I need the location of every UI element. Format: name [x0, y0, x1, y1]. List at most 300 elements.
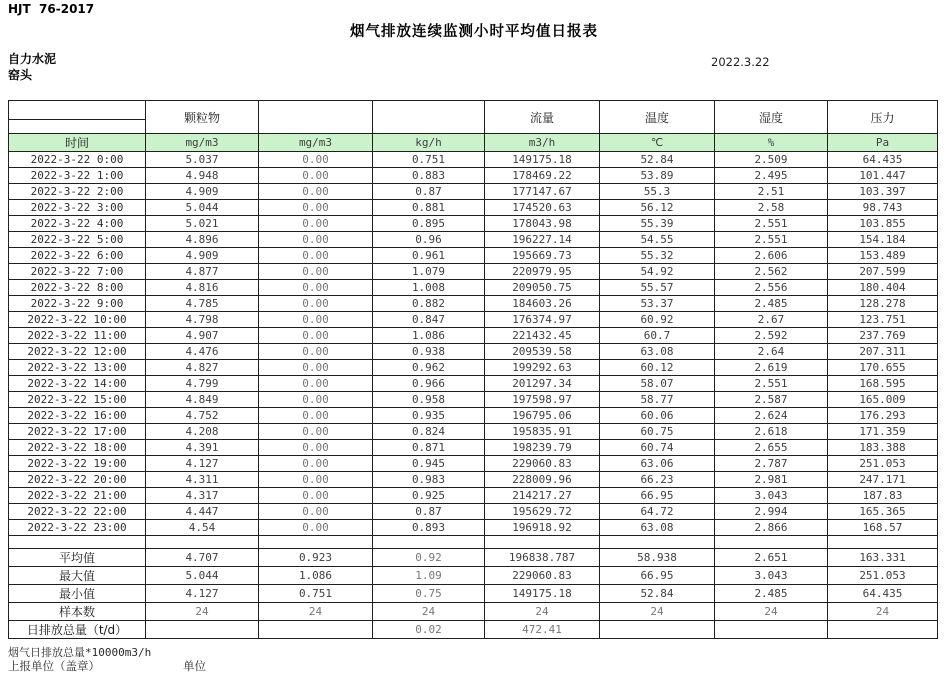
value-cell: 0.983	[373, 472, 485, 488]
time-cell: 2022-3-22 20:00	[9, 472, 146, 488]
value-cell: 54.55	[600, 232, 715, 248]
value-cell: 196918.92	[485, 520, 600, 536]
value-cell: 201297.34	[485, 376, 600, 392]
value-cell: 170.655	[828, 360, 938, 376]
summary-value-cell: 4.707	[146, 549, 259, 567]
value-cell: 251.053	[828, 456, 938, 472]
value-cell: 0.96	[373, 232, 485, 248]
table-row	[9, 312, 938, 328]
value-cell: 0.00	[259, 152, 373, 168]
value-cell: 0.00	[259, 312, 373, 328]
spacer-cell	[259, 536, 373, 549]
value-cell: 0.00	[259, 520, 373, 536]
summary-value-cell	[259, 621, 373, 639]
value-cell: 0.00	[259, 216, 373, 232]
column-header	[373, 101, 485, 134]
value-cell: 53.89	[600, 168, 715, 184]
value-cell: 63.08	[600, 344, 715, 360]
value-cell: 153.489	[828, 248, 938, 264]
spacer-cell	[485, 536, 600, 549]
value-cell: 0.00	[259, 376, 373, 392]
value-cell: 4.799	[146, 376, 259, 392]
value-cell: 5.037	[146, 152, 259, 168]
time-cell: 2022-3-22 2:00	[9, 184, 146, 200]
value-cell: 0.00	[259, 392, 373, 408]
time-cell: 2022-3-22 13:00	[9, 360, 146, 376]
value-cell: 4.391	[146, 440, 259, 456]
table-row	[9, 472, 938, 488]
value-cell: 0.00	[259, 264, 373, 280]
value-cell: 2.981	[715, 472, 828, 488]
value-cell: 180.404	[828, 280, 938, 296]
column-header: 颗粒物	[146, 101, 259, 134]
time-cell: 2022-3-22 15:00	[9, 392, 146, 408]
value-cell: 4.54	[146, 520, 259, 536]
value-cell: 154.184	[828, 232, 938, 248]
table-row	[9, 200, 938, 216]
table-row	[9, 424, 938, 440]
value-cell: 196795.06	[485, 408, 600, 424]
value-cell: 0.945	[373, 456, 485, 472]
value-cell: 55.3	[600, 184, 715, 200]
value-cell: 0.881	[373, 200, 485, 216]
value-cell: 60.92	[600, 312, 715, 328]
value-cell: 196227.14	[485, 232, 600, 248]
value-cell: 55.32	[600, 248, 715, 264]
value-cell: 183.388	[828, 440, 938, 456]
value-cell: 5.044	[146, 200, 259, 216]
value-cell: 64.435	[828, 152, 938, 168]
value-cell: 1.008	[373, 280, 485, 296]
summary-row	[9, 549, 938, 567]
value-cell: 149175.18	[485, 152, 600, 168]
value-cell: 195629.72	[485, 504, 600, 520]
value-cell: 209539.58	[485, 344, 600, 360]
value-cell: 103.397	[828, 184, 938, 200]
time-cell: 2022-3-22 11:00	[9, 328, 146, 344]
summary-value-cell: 24	[485, 603, 600, 621]
value-cell: 0.00	[259, 424, 373, 440]
time-cell: 2022-3-22 22:00	[9, 504, 146, 520]
table-row	[9, 504, 938, 520]
value-cell: 178043.98	[485, 216, 600, 232]
time-column-header: 时间	[9, 134, 146, 152]
value-cell: 66.95	[600, 488, 715, 504]
time-cell: 2022-3-22 4:00	[9, 216, 146, 232]
value-cell: 0.824	[373, 424, 485, 440]
value-cell: 2.562	[715, 264, 828, 280]
summary-value-cell: 24	[600, 603, 715, 621]
summary-value-cell: 5.044	[146, 567, 259, 585]
time-cell: 2022-3-22 8:00	[9, 280, 146, 296]
value-cell: 64.72	[600, 504, 715, 520]
value-cell: 60.7	[600, 328, 715, 344]
value-cell: 0.961	[373, 248, 485, 264]
report-date: 2022.3.22	[711, 55, 770, 69]
time-cell: 2022-3-22 18:00	[9, 440, 146, 456]
table-row	[9, 344, 938, 360]
value-cell: 0.00	[259, 344, 373, 360]
value-cell: 178469.22	[485, 168, 600, 184]
value-cell: 0.00	[259, 360, 373, 376]
column-header	[259, 101, 373, 134]
table-row	[9, 328, 938, 344]
summary-value-cell: 52.84	[600, 585, 715, 603]
value-cell: 195835.91	[485, 424, 600, 440]
summary-row	[9, 567, 938, 585]
time-cell: 2022-3-22 17:00	[9, 424, 146, 440]
column-header: 温度	[600, 101, 715, 134]
summary-value-cell: 0.02	[373, 621, 485, 639]
table-row	[9, 376, 938, 392]
value-cell: 184603.26	[485, 296, 600, 312]
value-cell: 199292.63	[485, 360, 600, 376]
table-row	[9, 360, 938, 376]
time-cell: 2022-3-22 0:00	[9, 152, 146, 168]
report-table	[8, 100, 938, 639]
spacer-cell	[828, 536, 938, 549]
value-cell: 98.743	[828, 200, 938, 216]
value-cell: 55.39	[600, 216, 715, 232]
summary-value-cell: 3.043	[715, 567, 828, 585]
summary-label: 样本数	[9, 603, 146, 621]
value-cell: 0.00	[259, 280, 373, 296]
page-title: 烟气排放连续监测小时平均值日报表	[350, 24, 598, 40]
value-cell: 4.896	[146, 232, 259, 248]
spacer-cell	[373, 536, 485, 549]
value-cell: 4.476	[146, 344, 259, 360]
value-cell: 56.12	[600, 200, 715, 216]
table-body	[9, 152, 938, 639]
spacer-cell	[146, 536, 259, 549]
value-cell: 2.619	[715, 360, 828, 376]
value-cell: 0.00	[259, 440, 373, 456]
summary-value-cell: 58.938	[600, 549, 715, 567]
spacer-row	[9, 536, 938, 549]
table-row	[9, 184, 938, 200]
unit-header: m3/h	[485, 134, 600, 152]
value-cell: 207.599	[828, 264, 938, 280]
time-cell: 2022-3-22 16:00	[9, 408, 146, 424]
table-row	[9, 520, 938, 536]
value-cell: 2.624	[715, 408, 828, 424]
table-row	[9, 280, 938, 296]
time-cell: 2022-3-22 6:00	[9, 248, 146, 264]
summary-row	[9, 621, 938, 639]
value-cell: 0.00	[259, 328, 373, 344]
unit-header: mg/m3	[146, 134, 259, 152]
time-cell: 2022-3-22 12:00	[9, 344, 146, 360]
value-cell: 4.909	[146, 184, 259, 200]
value-cell: 66.23	[600, 472, 715, 488]
time-cell: 2022-3-22 23:00	[9, 520, 146, 536]
value-cell: 177147.67	[485, 184, 600, 200]
spacer-cell	[9, 536, 146, 549]
value-cell: 2.866	[715, 520, 828, 536]
monitor-point-name: 窑头	[8, 68, 33, 82]
value-cell: 60.75	[600, 424, 715, 440]
value-cell: 60.06	[600, 408, 715, 424]
value-cell: 0.00	[259, 200, 373, 216]
value-cell: 60.12	[600, 360, 715, 376]
value-cell: 207.311	[828, 344, 938, 360]
time-cell: 2022-3-22 3:00	[9, 200, 146, 216]
summary-value-cell: 163.331	[828, 549, 938, 567]
table-row	[9, 101, 938, 120]
value-cell: 54.92	[600, 264, 715, 280]
value-cell: 0.871	[373, 440, 485, 456]
value-cell: 209050.75	[485, 280, 600, 296]
spacer-cell	[715, 536, 828, 549]
value-cell: 168.57	[828, 520, 938, 536]
column-header: 流量	[485, 101, 600, 134]
value-cell: 221432.45	[485, 328, 600, 344]
time-cell: 2022-3-22 21:00	[9, 488, 146, 504]
value-cell: 0.893	[373, 520, 485, 536]
unit-header: %	[715, 134, 828, 152]
value-cell: 0.883	[373, 168, 485, 184]
value-cell: 0.751	[373, 152, 485, 168]
value-cell: 174520.63	[485, 200, 600, 216]
value-cell: 0.938	[373, 344, 485, 360]
value-cell: 237.769	[828, 328, 938, 344]
value-cell: 176374.97	[485, 312, 600, 328]
summary-value-cell: 0.751	[259, 585, 373, 603]
summary-row	[9, 603, 938, 621]
value-cell: 2.485	[715, 296, 828, 312]
table-row	[9, 408, 938, 424]
value-cell: 2.787	[715, 456, 828, 472]
value-cell: 0.847	[373, 312, 485, 328]
summary-value-cell: 24	[146, 603, 259, 621]
value-cell: 176.293	[828, 408, 938, 424]
value-cell: 1.079	[373, 264, 485, 280]
value-cell: 63.08	[600, 520, 715, 536]
summary-value-cell	[600, 621, 715, 639]
summary-value-cell: 196838.787	[485, 549, 600, 567]
table-row	[9, 456, 938, 472]
unit-header: Pa	[828, 134, 938, 152]
summary-row	[9, 585, 938, 603]
value-cell: 0.00	[259, 472, 373, 488]
unit-label: 单位	[183, 659, 206, 673]
summary-value-cell: 229060.83	[485, 567, 600, 585]
table-row	[9, 296, 938, 312]
time-cell: 2022-3-22 14:00	[9, 376, 146, 392]
value-cell: 0.966	[373, 376, 485, 392]
table-row	[9, 488, 938, 504]
value-cell: 58.07	[600, 376, 715, 392]
time-cell: 2022-3-22 1:00	[9, 168, 146, 184]
value-cell: 2.67	[715, 312, 828, 328]
value-cell: 0.935	[373, 408, 485, 424]
value-cell: 187.83	[828, 488, 938, 504]
time-cell: 2022-3-22 7:00	[9, 264, 146, 280]
value-cell: 220979.95	[485, 264, 600, 280]
summary-value-cell: 1.09	[373, 567, 485, 585]
value-cell: 5.021	[146, 216, 259, 232]
table-header	[9, 101, 938, 152]
value-cell: 4.849	[146, 392, 259, 408]
column-header: 湿度	[715, 101, 828, 134]
value-cell: 52.84	[600, 152, 715, 168]
value-cell: 0.87	[373, 504, 485, 520]
value-cell: 247.171	[828, 472, 938, 488]
value-cell: 0.925	[373, 488, 485, 504]
value-cell: 0.895	[373, 216, 485, 232]
summary-value-cell	[146, 621, 259, 639]
value-cell: 4.447	[146, 504, 259, 520]
value-cell: 0.00	[259, 232, 373, 248]
summary-label: 平均值	[9, 549, 146, 567]
table-row	[9, 440, 938, 456]
value-cell: 168.595	[828, 376, 938, 392]
value-cell: 4.785	[146, 296, 259, 312]
value-cell: 165.009	[828, 392, 938, 408]
value-cell: 0.00	[259, 248, 373, 264]
footer-note: 烟气日排放总量*10000m3/h	[8, 646, 152, 659]
value-cell: 2.587	[715, 392, 828, 408]
summary-value-cell: 4.127	[146, 585, 259, 603]
summary-value-cell: 24	[259, 603, 373, 621]
summary-value-cell: 1.086	[259, 567, 373, 585]
value-cell: 0.00	[259, 184, 373, 200]
value-cell: 195669.73	[485, 248, 600, 264]
table-row	[9, 152, 938, 168]
value-cell: 0.962	[373, 360, 485, 376]
doc-code: HJT 76-2017	[8, 2, 95, 16]
unit-header: kg/h	[373, 134, 485, 152]
summary-value-cell: 149175.18	[485, 585, 600, 603]
value-cell: 2.592	[715, 328, 828, 344]
value-cell: 2.606	[715, 248, 828, 264]
value-cell: 229060.83	[485, 456, 600, 472]
table-row	[9, 392, 938, 408]
value-cell: 2.618	[715, 424, 828, 440]
report-unit-label: 上报单位（盖章）	[8, 659, 100, 673]
value-cell: 4.948	[146, 168, 259, 184]
value-cell: 198239.79	[485, 440, 600, 456]
summary-value-cell: 0.92	[373, 549, 485, 567]
summary-label: 最大值	[9, 567, 146, 585]
summary-value-cell: 24	[715, 603, 828, 621]
value-cell: 4.317	[146, 488, 259, 504]
value-cell: 0.00	[259, 296, 373, 312]
value-cell: 2.655	[715, 440, 828, 456]
value-cell: 0.87	[373, 184, 485, 200]
summary-value-cell: 24	[373, 603, 485, 621]
value-cell: 53.37	[600, 296, 715, 312]
value-cell: 4.752	[146, 408, 259, 424]
summary-value-cell: 66.95	[600, 567, 715, 585]
value-cell: 214217.27	[485, 488, 600, 504]
unit-header: mg/m3	[259, 134, 373, 152]
value-cell: 0.00	[259, 168, 373, 184]
table-row	[9, 264, 938, 280]
company-name: 自力水泥	[8, 52, 57, 66]
value-cell: 197598.97	[485, 392, 600, 408]
value-cell: 2.58	[715, 200, 828, 216]
value-cell: 2.994	[715, 504, 828, 520]
summary-value-cell: 2.651	[715, 549, 828, 567]
value-cell: 0.00	[259, 488, 373, 504]
value-cell: 2.509	[715, 152, 828, 168]
value-cell: 123.751	[828, 312, 938, 328]
table-row	[9, 134, 938, 152]
time-cell: 2022-3-22 19:00	[9, 456, 146, 472]
table-row	[9, 248, 938, 264]
value-cell: 128.278	[828, 296, 938, 312]
summary-value-cell: 24	[828, 603, 938, 621]
summary-value-cell: 0.75	[373, 585, 485, 603]
summary-value-cell: 2.485	[715, 585, 828, 603]
value-cell: 4.798	[146, 312, 259, 328]
spacer-cell	[600, 536, 715, 549]
value-cell: 4.909	[146, 248, 259, 264]
value-cell: 2.551	[715, 216, 828, 232]
time-cell: 2022-3-22 9:00	[9, 296, 146, 312]
value-cell: 101.447	[828, 168, 938, 184]
unit-header: ℃	[600, 134, 715, 152]
value-cell: 0.00	[259, 504, 373, 520]
summary-value-cell: 64.435	[828, 585, 938, 603]
value-cell: 1.086	[373, 328, 485, 344]
table-row	[9, 232, 938, 248]
value-cell: 2.551	[715, 232, 828, 248]
value-cell: 55.57	[600, 280, 715, 296]
summary-value-cell: 0.923	[259, 549, 373, 567]
value-cell: 0.958	[373, 392, 485, 408]
value-cell: 4.127	[146, 456, 259, 472]
summary-value-cell: 251.053	[828, 567, 938, 585]
value-cell: 0.882	[373, 296, 485, 312]
value-cell: 63.06	[600, 456, 715, 472]
table-row	[9, 216, 938, 232]
value-cell: 4.827	[146, 360, 259, 376]
summary-value-cell	[828, 621, 938, 639]
value-cell: 2.556	[715, 280, 828, 296]
value-cell: 2.51	[715, 184, 828, 200]
time-cell: 2022-3-22 5:00	[9, 232, 146, 248]
value-cell: 58.77	[600, 392, 715, 408]
value-cell: 165.365	[828, 504, 938, 520]
value-cell: 2.551	[715, 376, 828, 392]
header-corner-cell	[9, 120, 146, 134]
value-cell: 4.208	[146, 424, 259, 440]
value-cell: 4.816	[146, 280, 259, 296]
column-header: 压力	[828, 101, 938, 134]
value-cell: 3.043	[715, 488, 828, 504]
value-cell: 60.74	[600, 440, 715, 456]
header-corner-cell	[9, 101, 146, 120]
value-cell: 2.64	[715, 344, 828, 360]
value-cell: 2.495	[715, 168, 828, 184]
value-cell: 0.00	[259, 456, 373, 472]
value-cell: 4.907	[146, 328, 259, 344]
summary-value-cell: 472.41	[485, 621, 600, 639]
value-cell: 4.877	[146, 264, 259, 280]
value-cell: 228009.96	[485, 472, 600, 488]
summary-value-cell	[715, 621, 828, 639]
table-row	[9, 168, 938, 184]
summary-label: 最小值	[9, 585, 146, 603]
value-cell: 0.00	[259, 408, 373, 424]
value-cell: 4.311	[146, 472, 259, 488]
summary-label: 日排放总量（t/d）	[9, 621, 146, 639]
time-cell: 2022-3-22 10:00	[9, 312, 146, 328]
value-cell: 103.855	[828, 216, 938, 232]
value-cell: 171.359	[828, 424, 938, 440]
